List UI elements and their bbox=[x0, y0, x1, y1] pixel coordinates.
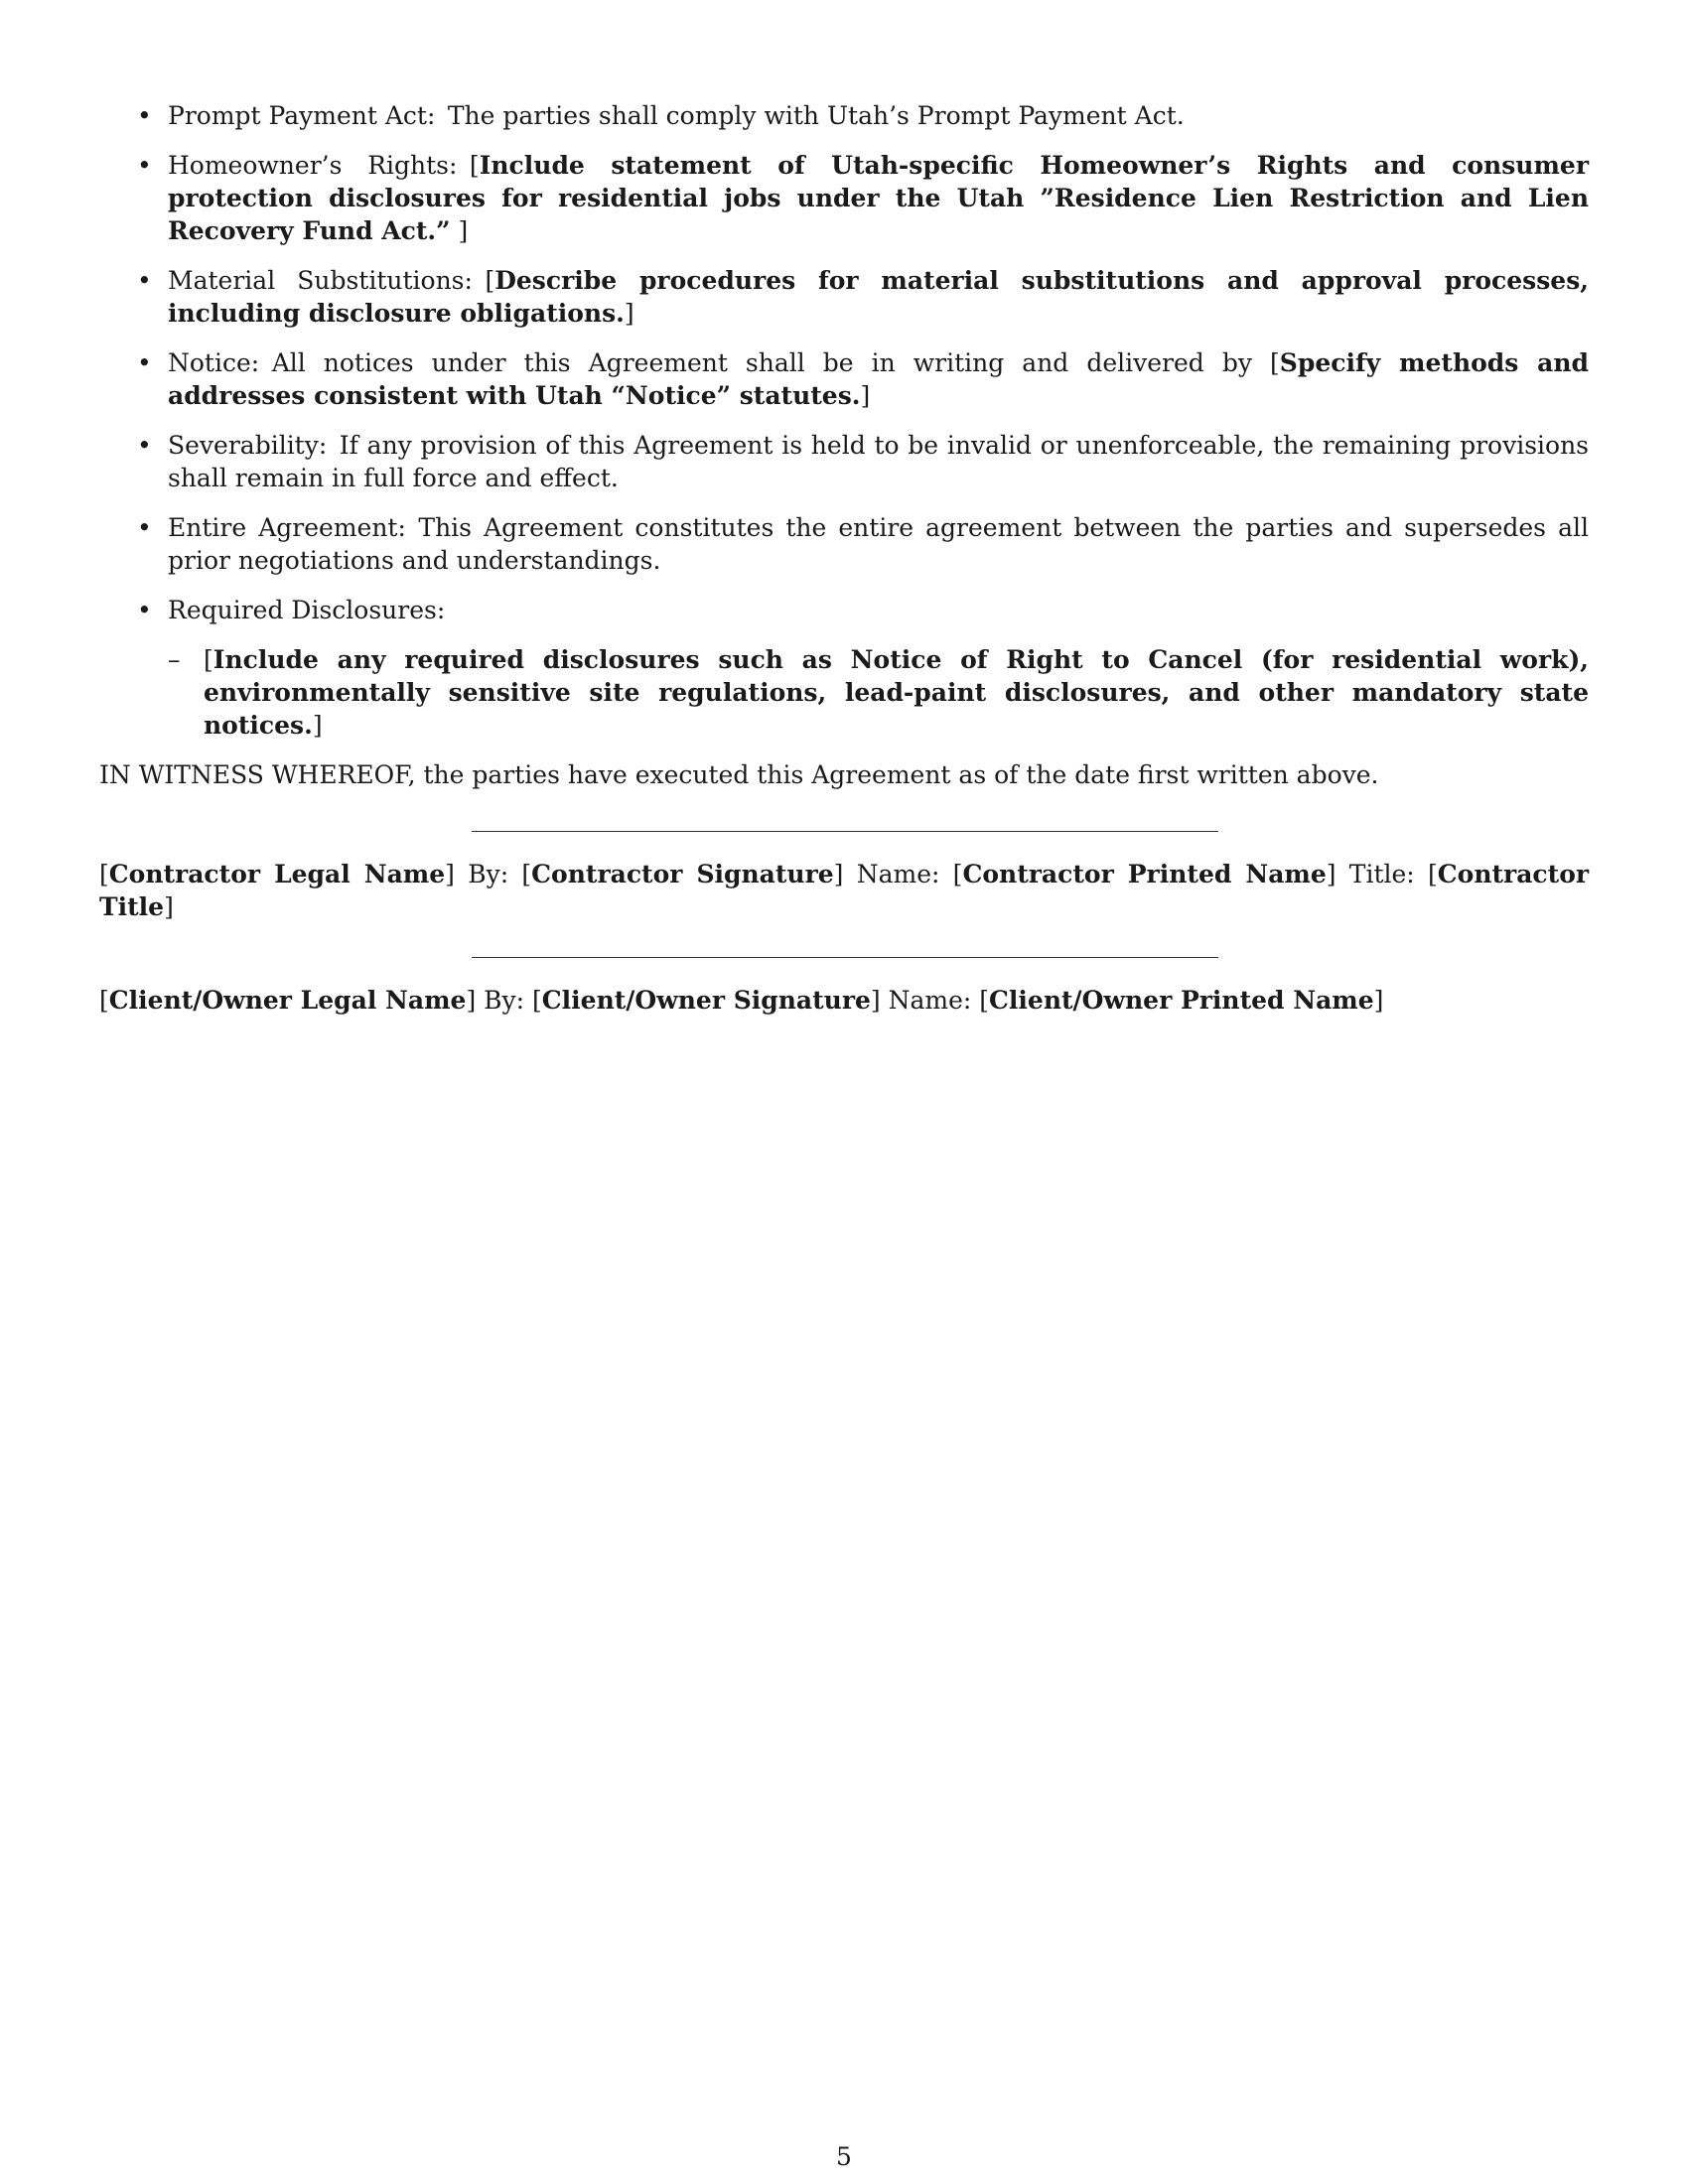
list-item-homeowners-rights: • Homeowner’s Rights: [Include statement of Utah-specific Homeowner’s Rights and consumer protection disclosures for residential jobs under the Utah ”Residence Lien Restriction and Lien Recovery Fund Act.” ] bbox=[99, 149, 1589, 247]
placeholder-text: Specify methods and addresses consistent with Utah “Notice” statutes. bbox=[168, 348, 1589, 410]
item-text: If any provision of this Agreement is held to be invalid or unenforceable, the remaining provisions shall remain in full force and effect. bbox=[168, 431, 1589, 492]
witness-statement: IN WITNESS WHEREOF, the parties have executed this Agreement as of the date first written above. bbox=[99, 760, 1379, 789]
contractor-printed-name: Contractor Printed Name bbox=[962, 860, 1327, 888]
page-number: 5 bbox=[836, 2142, 852, 2171]
contractor-signature: Contractor Signature bbox=[531, 860, 834, 888]
list-item-required-disclosures bbox=[99, 594, 1589, 742]
contractor-legal-name: Contractor Legal Name bbox=[108, 860, 446, 888]
item-label: Homeowner’s Rights: bbox=[168, 151, 458, 180]
client-printed-name: Client/Owner Printed Name bbox=[989, 986, 1374, 1015]
contractor-signature-block: [Contractor Legal Name] By: [Contractor Signature] Name: [Contractor Printed Name] Title: [Contractor Title] bbox=[99, 860, 1590, 921]
placeholder-text: Include any required disclosures such as Notice of Right to Cancel (for residential work), environmentally sensitive site regulations, lead-paint disclosures, and other mandatory state notices. bbox=[204, 645, 1589, 740]
contractor-signature-line bbox=[472, 831, 1218, 832]
item-label: Material Substitutions: bbox=[168, 266, 473, 295]
item-label: Entire Agreement: bbox=[168, 513, 406, 542]
client-signature-line bbox=[472, 957, 1218, 958]
list-item-material-substitutions: • Material Substitutions: [Describe procedures for material substitutions and approval processes, including disclosure obligations.] bbox=[99, 264, 1589, 330]
item-text: All notices under this Agreement shall be in writing and delivered by bbox=[271, 348, 1271, 377]
client-signature-block: [Client/Owner Legal Name] By: [Client/Owner Signature] Name: [Client/Owner Printed Name] bbox=[99, 986, 1384, 1015]
list-item-notice: • Notice: All notices under this Agreement shall be in writing and delivered by [Specify methods and addresses consistent with Utah “Notice” statutes.] bbox=[99, 346, 1589, 412]
client-signature: Client/Owner Signature bbox=[541, 986, 871, 1015]
item-label: Required Disclosures: bbox=[168, 596, 446, 624]
document-page bbox=[99, 99, 1589, 1017]
list-item-prompt-payment bbox=[99, 99, 1589, 132]
item-label: Severability: bbox=[168, 431, 328, 460]
list-item-entire-agreement bbox=[99, 511, 1589, 577]
sub-list-item: – [Include any required disclosures such as Notice of Right to Cancel (for residential work), environmentally sensitive site regulations, lead-paint disclosures, and other mandatory state notices.] bbox=[168, 643, 1589, 742]
item-label: Notice: bbox=[168, 348, 260, 377]
placeholder-text: Describe procedures for material substitutions and approval processes, including disclosure obligations. bbox=[168, 266, 1589, 328]
provisions-list bbox=[99, 99, 1589, 742]
client-legal-name: Client/Owner Legal Name bbox=[108, 986, 467, 1015]
disclosures-sublist bbox=[168, 643, 1589, 742]
item-text: The parties shall comply with Utah’s Prompt Payment Act. bbox=[447, 101, 1185, 130]
list-item-severability bbox=[99, 429, 1589, 494]
placeholder-text: Include statement of Utah-specific Homeowner’s Rights and consumer protection disclosures for residential jobs under the Utah ”Residence Lien Restriction and Lien Recovery Fund Act.” bbox=[168, 151, 1589, 245]
item-text: This Agreement constitutes the entire agreement between the parties and supersedes all prior negotiations and understandings. bbox=[168, 513, 1589, 575]
item-label: Prompt Payment Act: bbox=[168, 101, 436, 130]
contractor-title: Contractor Title bbox=[99, 860, 1590, 921]
